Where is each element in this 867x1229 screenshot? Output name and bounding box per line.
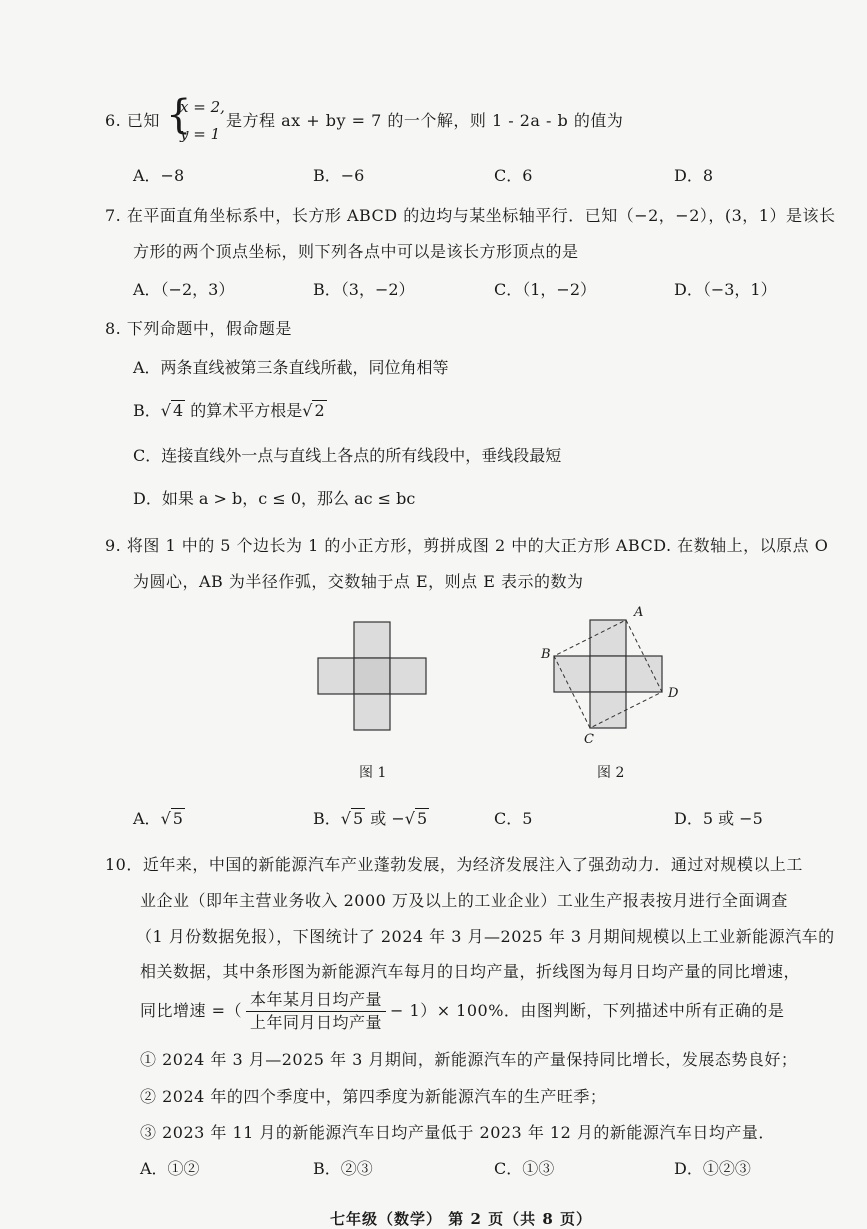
q10-line-3: （1 月份数据免报），下图统计了 2024 年 3 月—2025 年 3 月期间规模以上工业新能源汽车的 [136,927,835,946]
q9-line-1: 9. 将图 1 中的 5 个边长为 1 的小正方形，剪拼成图 2 中的大正方形 ABCD. 在数轴上，以原点 O [105,536,829,555]
q7-line-2: 方形的两个顶点坐标，则下列各点中可以是该长方形顶点的是 [133,242,579,261]
q6-text: 是方程 ax + by = 7 的一个解，则 1 - 2a - b 的值为 [226,111,624,130]
figure-1-cross [317,621,437,741]
q10-option-d[interactable]: D．①②③ [674,1159,751,1178]
page-footer: 七年级（数学） 第 2 页（共 8 页） [330,1210,592,1228]
q10-option-a[interactable]: A．①② [140,1159,200,1178]
q8-line: 8. 下列命题中，假命题是 [105,319,292,338]
q6-brace: { [166,92,192,138]
sqrt-symbol: √ [160,809,171,828]
q9-option-a[interactable] [133,806,185,829]
q10-formula-denominator: 上年同月日均产量 [250,1013,383,1032]
q9-option-a-label: A． [133,809,161,828]
q9-option-b-text: 或 − [365,809,405,828]
sqrt-symbol: √ [160,401,171,420]
q7-option-c[interactable]: C．（1，−2） [494,280,597,299]
q10-line-4: 相关数据，其中条形图为新能源汽车每月的日均产量，折线图为每月日均产量的同比增速， [140,962,801,981]
q9-option-c[interactable]: C．5 [494,809,533,828]
q7-option-a[interactable]: A．（−2，3） [133,280,235,299]
point-a-label: A [634,605,644,620]
q7-option-b[interactable]: B．（3，−2） [313,280,415,299]
q7-option-d[interactable]: D．（−3，1） [674,280,777,299]
q10-formula-line [140,989,784,1034]
q8-option-c[interactable]: C．连接直线外一点与直线上各点的所有线段中，垂线段最短 [133,446,562,465]
q10-formula-numerator: 本年某月日均产量 [246,989,386,1012]
figure-2-square [550,610,680,750]
q10-statement-2: ② 2024 年的四个季度中，第四季度为新能源汽车的生产旺季； [140,1087,607,1106]
q6-option-c[interactable]: C．6 [494,166,533,185]
q10-line-2: 业企业（即年主营业务收入 2000 万及以上的工业企业）工业生产报表按月进行全面调查 [140,891,788,910]
q10-formula-fraction [246,989,386,1034]
q10-statement-3: ③ 2023 年 11 月的新能源汽车日均产量低于 2023 年 12 月的新能源汽车日均产量． [140,1123,775,1142]
figure-2-caption: 图 2 [597,765,625,781]
q8-option-d[interactable]: D．如果 a > b，c ≤ 0，那么 ac ≤ bc [133,489,416,508]
sqrt-symbol: √ [340,809,351,828]
q6-option-d[interactable]: D．8 [674,166,714,185]
q8-radicand-1: 4 [172,401,184,420]
point-b-label: B [541,647,551,662]
q6-number: 6. 已知 [105,111,160,130]
figure-1-caption: 图 1 [359,765,387,781]
sqrt-symbol: √ [302,401,313,420]
q8-option-b-label: B． [133,401,161,420]
q8-option-a[interactable]: A．两条直线被第三条直线所截，同位角相等 [133,358,449,377]
sqrt-symbol: √ [404,809,415,828]
q6-option-b[interactable]: B．−6 [313,166,365,185]
q9-option-d[interactable]: D．5 或 −5 [674,809,763,828]
q10-formula-suffix: − 1）× 100%．由图判断，下列描述中所有正确的是 [390,1001,785,1020]
point-d-label: D [668,686,679,701]
q10-option-c[interactable]: C．①③ [494,1159,555,1178]
q6-eq-y: y = 1 [180,125,221,143]
q6-eq-x: x = 2, [180,98,225,116]
q7-line-1: 7. 在平面直角坐标系中，长方形 ABCD 的边均与某坐标轴平行．已知（−2，−2），(3，1）是该长 [105,206,836,225]
q9-option-b-label: B． [313,809,341,828]
point-c-label: C [584,732,594,747]
q10-option-b[interactable]: B．②③ [313,1159,373,1178]
q8-option-b-text: 的算术平方根是 [190,401,303,420]
q6-option-a[interactable]: A．−8 [133,166,185,185]
q10-line-1: 10．近年来，中国的新能源汽车产业蓬勃发展，为经济发展注入了强劲动力．通过对规模以上工 [105,855,803,874]
q9-option-b-radicand-2: 5 [416,809,428,828]
q9-line-2: 为圆心，AB 为半径作弧，交数轴于点 E，则点 E 表示的数为 [133,572,584,591]
q10-formula-prefix: 同比增速 =（ [140,1001,242,1020]
q10-statement-1: ① 2024 年 3 月—2025 年 3 月期间，新能源汽车的产量保持同比增长，发展态势良好； [140,1050,798,1069]
q9-option-b-radicand-1: 5 [352,809,364,828]
q9-option-b[interactable] [313,806,429,829]
q9-option-a-radicand: 5 [172,809,183,828]
q8-radicand-2: 2 [314,401,325,420]
q8-option-b[interactable] [133,398,327,421]
